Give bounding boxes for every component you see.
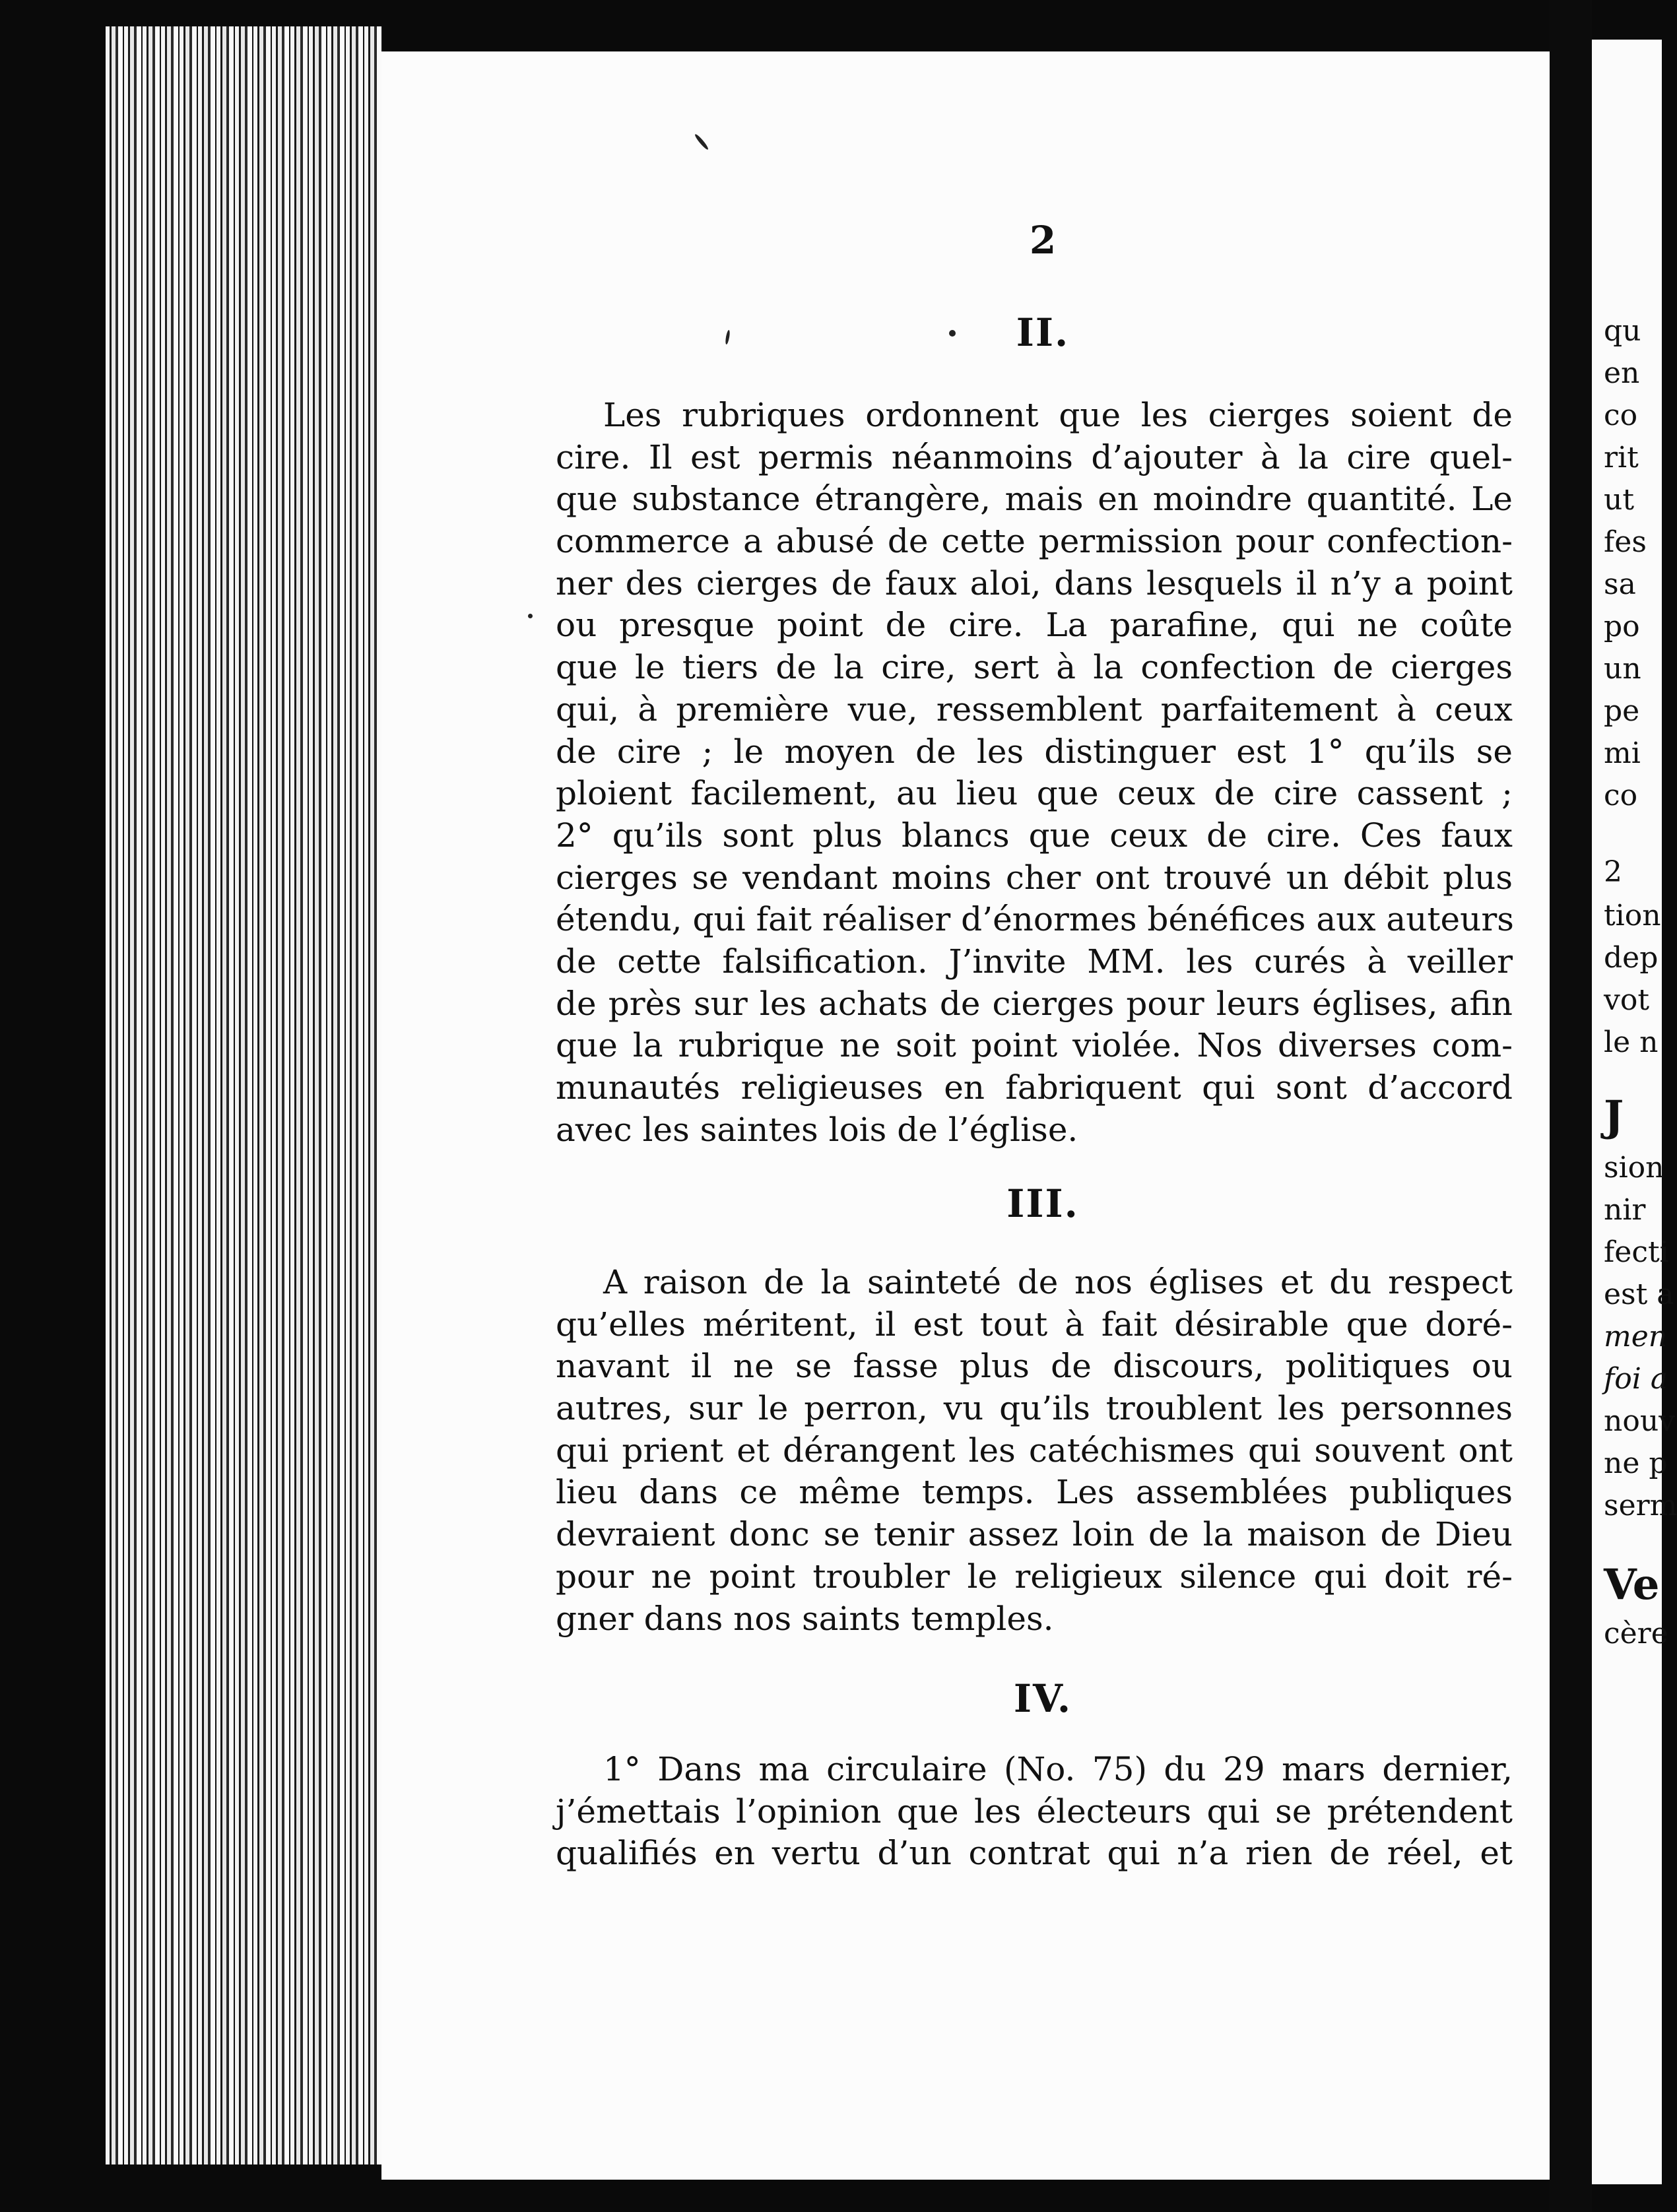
facing-fragment: serm — [1604, 1489, 1677, 1522]
text-line: Les rubriques ordonnent que les cierges soient de — [603, 396, 1513, 434]
facing-fragment: fecti — [1604, 1235, 1669, 1269]
facing-fragment: nir — [1604, 1193, 1646, 1227]
facing-fragment: le n — [1604, 1025, 1659, 1059]
facing-fragment: rit — [1604, 441, 1639, 474]
facing-fragment: mi — [1604, 736, 1641, 770]
text-line: ou presque point de cire. La parafine, qui ne coûte — [556, 606, 1513, 645]
facing-fragment: ut — [1604, 483, 1635, 517]
facing-fragment: un — [1604, 652, 1641, 686]
text-line: A raison de la sainteté de nos églises et du respect — [603, 1263, 1513, 1301]
text-line: cire. Il est permis néanmoins d’ajouter à la cire quel- — [556, 438, 1513, 476]
text-line: j’émettais l’opinion que les électeurs qui se prétendent — [556, 1792, 1513, 1831]
text-line: qualifiés en vertu d’un contrat qui n’a rien de réel, et — [556, 1834, 1513, 1873]
facing-fragment: sion — [1604, 1151, 1664, 1185]
facing-fragment: ne p — [1604, 1447, 1668, 1480]
text-line: qui, à première vue, ressemblent parfaitement à ceux — [556, 690, 1513, 729]
facing-fragment: men — [1604, 1320, 1668, 1353]
text-line: navant il ne se fasse plus de discours, politiques ou — [556, 1347, 1513, 1386]
facing-fragment: cère — [1604, 1617, 1668, 1650]
facing-fragment: foi a — [1604, 1362, 1668, 1396]
section-heading-iv: IV. — [1013, 1676, 1072, 1721]
page-number: 2 — [1029, 218, 1057, 263]
text-line: autres, sur le perron, vu qu’ils troublent les personnes — [556, 1389, 1513, 1428]
facing-fragment: dep — [1604, 941, 1659, 975]
facing-fragment: J — [1604, 1091, 1624, 1141]
facing-fragment: po — [1604, 610, 1640, 643]
text-line: de cire ; le moyen de les distinguer est 1° qu’ils se — [556, 732, 1513, 771]
text-line: que la rubrique ne soit point violée. Nos diverses com- — [556, 1026, 1513, 1065]
scan-speck — [528, 614, 533, 618]
facing-fragment: en — [1604, 356, 1640, 390]
text-line: que substance étrangère, mais en moindre quantité. Le — [556, 480, 1513, 519]
stacked-page-edges — [106, 26, 383, 2164]
text-line: cierges se vendant moins cher ont trouvé un débit plus — [556, 858, 1513, 897]
text-line: de cette falsification. J’invite MM. les curés à veiller — [556, 942, 1513, 981]
text-line: devraient donc se tenir assez loin de la maison de Dieu — [556, 1515, 1513, 1554]
facing-fragment: vot — [1604, 983, 1650, 1017]
section-heading-iii: III. — [1006, 1181, 1079, 1226]
facing-page-edge — [1592, 40, 1677, 2184]
text-line: étendu, qui fait réaliser d’énormes bénéfices aux auteurs — [556, 900, 1514, 939]
text-line: commerce a abusé de cette permission pour confection- — [556, 522, 1513, 561]
text-line: qui prient et dérangent les catéchismes qui souvent ont — [556, 1431, 1513, 1470]
facing-fragment: nouv — [1604, 1404, 1676, 1438]
text-line: lieu dans ce même temps. Les assemblées publiques — [556, 1473, 1513, 1512]
section-heading-ii: II. — [1016, 310, 1070, 355]
book-gutter — [1550, 0, 1592, 2212]
facing-fragment: pe — [1604, 694, 1640, 728]
text-line: pour ne point troubler le religieux silence qui doit ré- — [556, 1557, 1513, 1596]
facing-fragment: fes — [1604, 525, 1647, 559]
facing-fragment: 2 — [1604, 855, 1622, 889]
facing-fragment: co — [1604, 779, 1638, 812]
facing-fragment: qu — [1604, 314, 1641, 348]
section-ii-paragraph — [556, 395, 1513, 1151]
text-line: ploient facilement, au lieu que ceux de cire cassent ; — [556, 774, 1513, 813]
text-line: avec les saintes lois de l’église. — [556, 1110, 1078, 1149]
facing-fragment: tion — [1604, 899, 1661, 932]
text-line: de près sur les achats de cierges pour leurs églises, afin — [556, 984, 1513, 1023]
facing-fragment: co — [1604, 399, 1638, 432]
facing-fragment: sa — [1604, 568, 1636, 601]
section-iv-paragraph — [556, 1749, 1513, 1875]
text-line: 1° Dans ma circulaire (No. 75) du 29 mars dernier, — [603, 1750, 1513, 1788]
facing-fragment: Ve — [1604, 1560, 1660, 1610]
text-line: munautés religieuses en fabriquent qui sont d’accord — [556, 1068, 1513, 1107]
text-line: qu’elles méritent, il est tout à fait désirable que doré- — [556, 1305, 1513, 1344]
text-line: que le tiers de la cire, sert à la confection de cierges — [556, 648, 1513, 687]
facing-fragment: est a — [1604, 1278, 1674, 1311]
text-line: gner dans nos saints temples. — [556, 1599, 1054, 1638]
text-line: 2° qu’ils sont plus blancs que ceux de cire. Ces faux — [556, 816, 1513, 855]
section-iii-paragraph — [556, 1262, 1513, 1640]
text-line: ner des cierges de faux aloi, dans lesquels il n’y a point — [556, 564, 1513, 602]
